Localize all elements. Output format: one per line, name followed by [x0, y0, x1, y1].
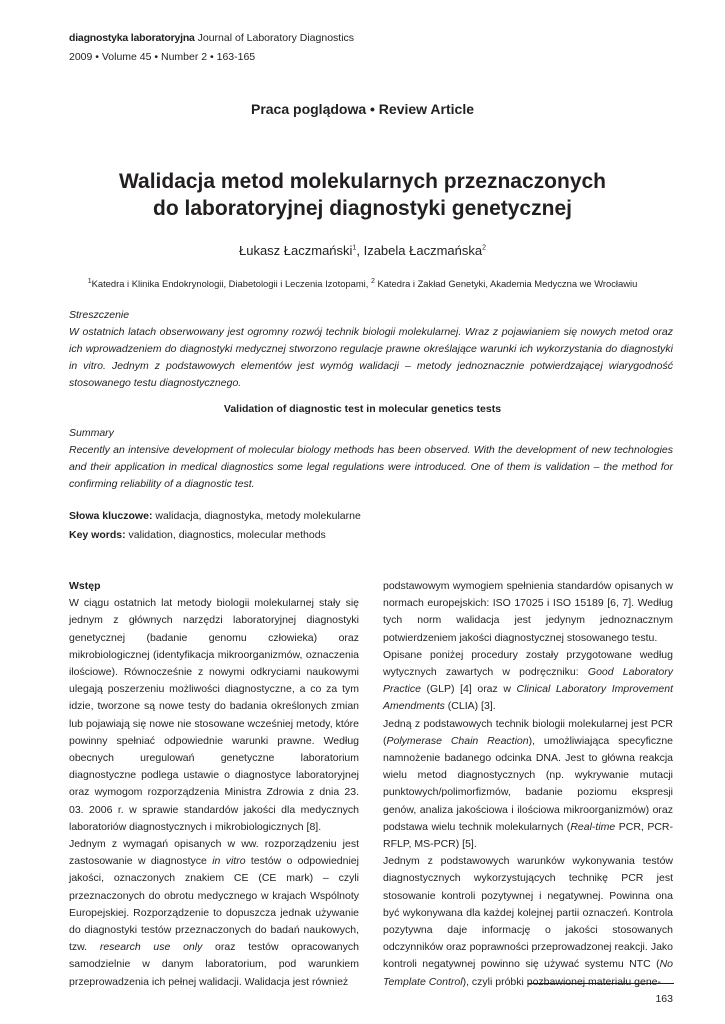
- keywords-en-text: validation, diagnostics, molecular methods: [125, 529, 326, 541]
- paragraph: [383, 647, 673, 716]
- paragraph: [69, 836, 359, 991]
- section-heading: Wstęp: [69, 580, 101, 592]
- author-separator: ,: [356, 243, 364, 258]
- italic-run: Real-time: [570, 820, 616, 833]
- abstract-en-title: Validation of diagnostic test in molecular genetics tests: [223, 403, 502, 415]
- abstract-pl-heading: Streszczenie: [69, 309, 130, 321]
- article-type: Praca poglądowa • Review Article: [250, 101, 474, 117]
- abstract-pl-text: W ostatnich latach obserwowany jest ogromny rozwój technik biologii molekularnej. Wraz z pojawianiem się nowych metod oraz ich wprowadzeniem do diagnostyki medycznej stworzono regulacje prawne określające warunki ich wykorzystania do diagnostyki in vitro. Jednym z podstawowych elementów jest wymóg walidacji – metody jednoznacznie potwierdzającej wiarygodność stosowanego testu diagnostycznego.: [69, 326, 673, 389]
- text-run: (CLIA) [3].: [444, 700, 496, 713]
- journal-issue: 2009 • Volume 45 • Number 2 • 163-165: [69, 51, 256, 63]
- text-run: ), umożliwiająca specyficzne namnożenie badanego odcinka DNA. Jest to główna reakcja wielu metod diagnostycznych (np. wykrywanie mutacji punktowych/polimorfizmów, badanie poziomu ekspresji genów, analiza jakościowa i ilościowa mikroorganizmów) oraz podstawa wielu technik molekularnych (: [383, 734, 673, 833]
- keywords-en-label: Key words:: [69, 529, 126, 541]
- abstract-en-heading: Summary: [69, 427, 114, 439]
- affil-2: Katedra i Zakład Genetyki, Akademia Medyczna we Wrocławiu: [374, 278, 638, 290]
- article-title: [60, 168, 665, 222]
- title-line-1: Walidacja metod molekularnych przeznaczonych: [118, 170, 607, 193]
- footer-rule: [528, 983, 674, 984]
- text-run: PCR, PCR-RFLP, MS-PCR) [5].: [383, 820, 673, 851]
- text-run: testów o odpowiedniej jakości, oznaczonych znakiem CE (CE mark) – czyli przeznaczonych do obrotu medycznego w krajach Wspólnoty Europejskiej. Rozporządzenie to dopuszcza jednak używanie do diagnostyki testów przeznaczonych do badań naukowych, tzw.: [69, 855, 359, 954]
- italic-run: Polymerase Chain Reaction: [386, 734, 529, 747]
- journal-header: [69, 31, 354, 64]
- italic-run: research use only: [99, 941, 203, 954]
- italic-run: Clinical Laboratory Improvement Amendments: [383, 683, 673, 713]
- text-run: Opisane poniżej procedury zostały przygotowane według wytycznych zawartych w podręczniku:: [383, 648, 673, 679]
- italic-run: in vitro: [212, 855, 246, 868]
- text-run: Jedną z podstawowych technik biologii molekularnej jest PCR (: [383, 717, 673, 747]
- abstract-en-text: Recently an intensive development of molecular biology methods has been observed. With the development of new technologies and their application in medical diagnostics some legal regulations were introduced. One of them is validation – the method for confirming reliability of a diagnostic test.: [69, 444, 673, 490]
- keywords-pl-label: Słowa kluczowe:: [69, 510, 153, 522]
- journal-title-line: [69, 31, 354, 45]
- text-run: ), czyli próbki pozbawionej materiału gene-: [462, 975, 662, 988]
- authors: [0, 243, 725, 258]
- title-line-2: do laboratoryjnej diagnostyki genetycznej: [153, 197, 572, 220]
- abstract-en: [69, 425, 673, 493]
- paragraph: [383, 716, 673, 854]
- text-run: Jednym z podstawowych warunków wykonywania testów diagnostycznych wykorzystujących technikę PCR jest stosowanie kontroli pozytywnej i negatywnej. Powinna ona być wykonywana dla każdej kolejnej partii oznaczeń. Kontrola pozytywna daje informację o jakości stosowanych odczynników oraz poprawności przeprowadzonej reakcji. Jako kontroli negatywnej powinno się używać systemu NTC (: [383, 855, 673, 971]
- abstract-pl: [69, 307, 673, 392]
- paragraph: [383, 853, 673, 991]
- affil-1: Katedra i Klinika Endokrynologii, Diabetologii i Leczenia Izotopami,: [91, 278, 371, 290]
- author-2-affil: 2: [482, 244, 486, 252]
- journal-name: Journal of Laboratory Diagnostics: [194, 32, 355, 44]
- page-number: 163: [655, 993, 673, 1005]
- text-run: (GLP) [4] oraz w: [420, 683, 517, 696]
- italic-run: No Template Control: [383, 958, 673, 988]
- text-run: Jednym z wymagań opisanych w ww. rozporządzeniu jest zastosowanie w diagnostyce: [69, 838, 359, 868]
- journal-brand: diagnostyka laboratoryjna: [69, 32, 195, 44]
- body-column-right: [383, 578, 673, 991]
- affil-1-marker: 1: [87, 278, 92, 285]
- paragraph: W ciągu ostatnich lat metody biologii molekularnej stały się jednym z głównych narzędzi laboratoryjnej diagnostyki genetycznej (badanie genomu człowieka) oraz mikrobiologicznej (identyfikacja mikroorganizmów, oznaczenia ilościowe). Równocześnie z nowymi odkryciami naukowymi ulegają poszerzeniu możliwości diagnostyczne, a co za tym idzie, tworzone są nowe testy do badania określonych zmian lub pojawiają się nowe nie stosowane wcześniej metody, które powinny spełniać odpowiednie warunki prawne. Według obecnych uregulowań genetyczne laboratorium diagnostyczne podlega ustawie o diagnostyce laboratoryjnej oraz wymogom rozporządzenia Ministra Zdrowia z dnia 23. 03. 2006 r. w sprawie standardów jakości dla medycznych laboratoriów diagnostycznych i mikrobiologicznych [8].: [69, 597, 359, 833]
- author-1: Łukasz Łaczmański: [238, 243, 353, 258]
- author-2: Izabela Łaczmańska: [363, 243, 483, 258]
- keywords-pl: [69, 510, 361, 522]
- affil-2-marker: 2: [370, 278, 375, 285]
- keywords-pl-text: walidacja, diagnostyka, metody molekularne: [152, 510, 361, 522]
- keywords-en: [69, 529, 326, 541]
- author-1-affil: 1: [352, 244, 357, 252]
- text-run: oraz testów opracowanych samodzielnie w danym laboratorium, pod warunkiem przeprowadzenia ich pełnej walidacji. Walidacja jest również: [69, 941, 359, 988]
- italic-run: Good Laboratory Practice: [383, 666, 673, 696]
- paragraph: podstawowym wymogiem spełnienia standardów opisanych w normach europejskich: ISO 17025 i ISO 15189 [6, 7]. Według tych norm walidacja jest jedynym jednoznacznym potwierdzeniem jakości diagnostycznej stosowanego testu.: [383, 580, 673, 644]
- affiliations: [30, 278, 695, 289]
- body-column-left: [69, 578, 359, 991]
